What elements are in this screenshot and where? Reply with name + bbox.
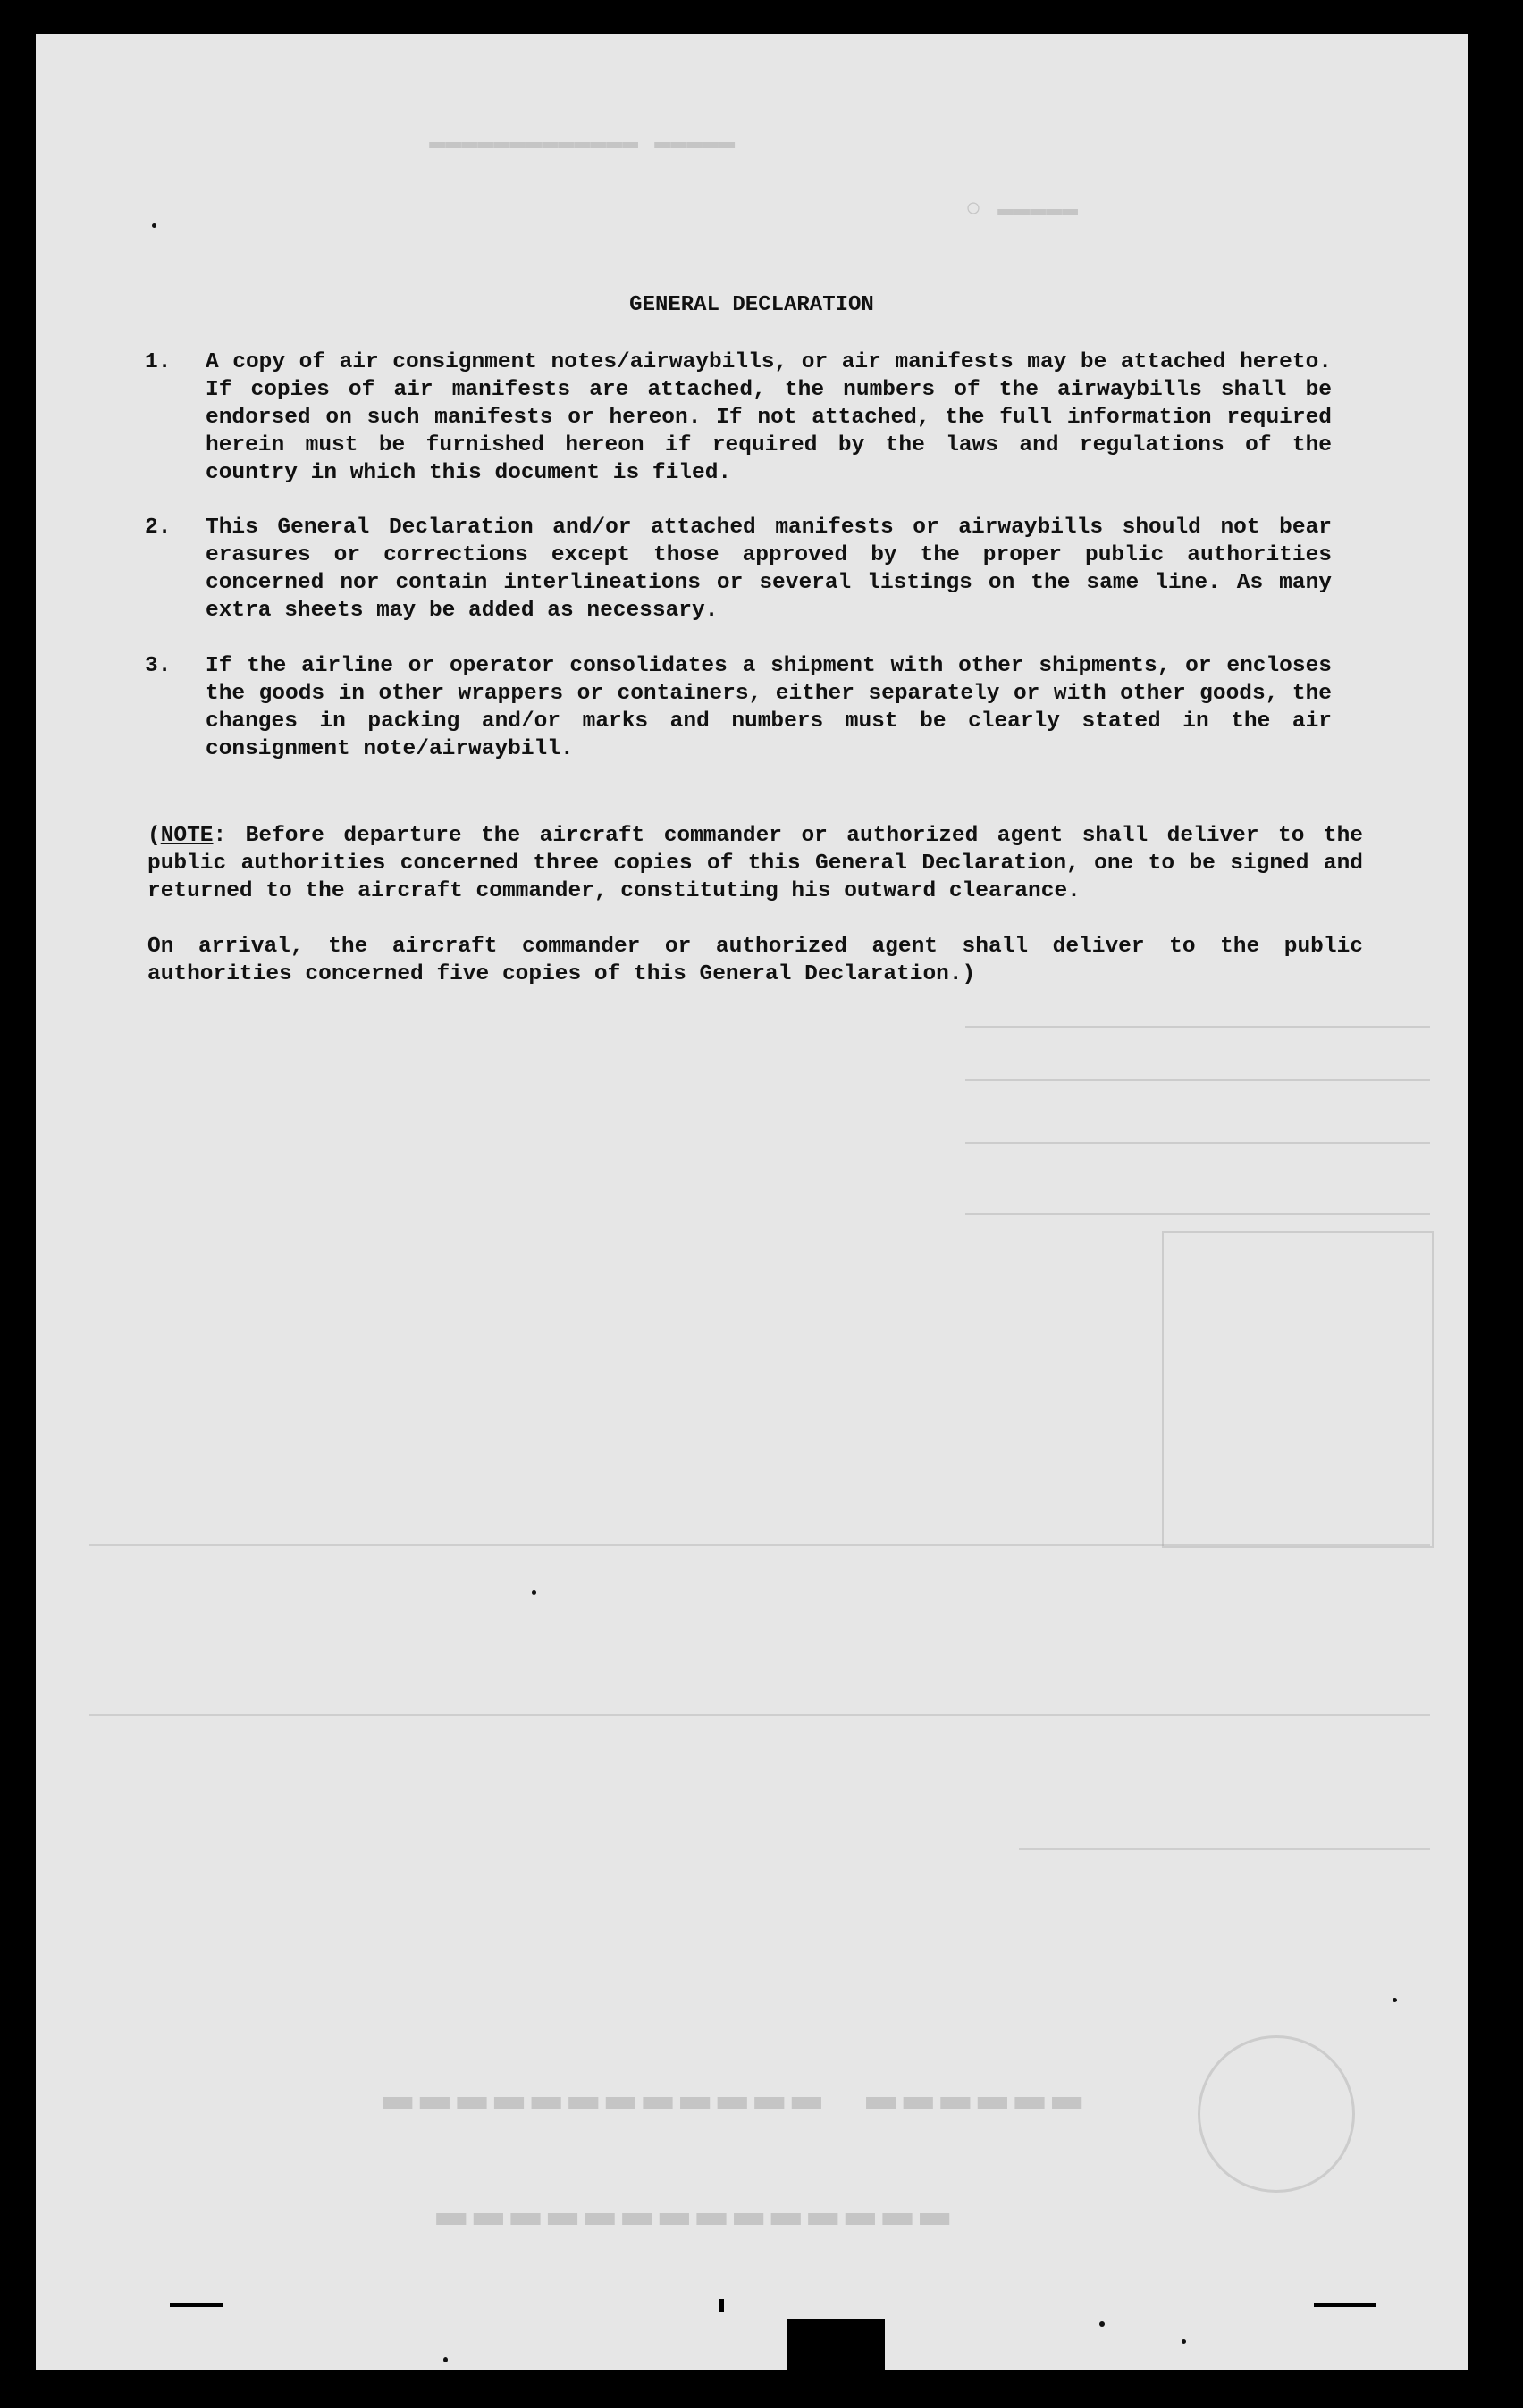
document-page (36, 34, 1468, 2370)
scan-notch (787, 2319, 885, 2408)
show-through-rule (89, 1714, 1430, 1716)
show-through-rule (965, 1026, 1430, 1028)
item-text: If the airline or operator consolidates a shipment with other shipments, or encloses the goods in other wrappers or containers, either separately or with other goods, the changes in packing and/or marks and numbers must be clearly stated in the air consignment note/airwaybill. (206, 654, 1332, 761)
ink-speck (1182, 2339, 1186, 2344)
note-text: : Before departure the aircraft commander or authorized agent shall deliver to the public authorities concerned three copies of this General Declaration, one to be signed and returned to the aircraft commander, constituting his outward clearance. (147, 824, 1363, 903)
note-label: NOTE (160, 824, 214, 848)
arrival-paragraph: On arrival, the aircraft commander or authorized agent shall deliver to the public authorities concerned five copies of this General Declaration.) (147, 935, 1363, 986)
edge-mark (170, 2303, 223, 2307)
item-number: 3. (145, 654, 172, 678)
show-through-rule (965, 1079, 1430, 1081)
ink-speck (443, 2357, 448, 2362)
show-through-line: ▬▬▬▬▬ ○ (965, 195, 1079, 225)
note-open: ( (147, 824, 161, 848)
show-through-rule (1019, 1848, 1430, 1850)
show-through-box (1162, 1231, 1434, 1548)
note-paragraph (147, 822, 1363, 905)
ink-speck (1393, 1998, 1397, 2002)
item-text: This General Declaration and/or attached manifests or airwaybills should not bear erasures or corrections except those approved by the proper public authorities concerned nor contain interlineations or several listings on the same line. As many extra sheets may be added as necessary. (206, 516, 1332, 623)
item-number: 2. (145, 516, 172, 540)
edge-mark (1314, 2303, 1376, 2307)
edge-mark (719, 2299, 724, 2312)
show-through-stamp (1198, 2035, 1355, 2193)
document-title: GENERAL DECLARATION (629, 293, 874, 317)
item-number: 1. (145, 350, 172, 374)
show-through-rule (965, 1142, 1430, 1144)
item-text: A copy of air consignment notes/airwaybills, or air manifests may be attached hereto. If copies of air manifests are attached, the numbers of the airwaybills shall be endorsed on such manifests or hereon. If not attached, the full information required herein must be furnished hereon if required by the laws and regulations of the country in which this document is filed. (206, 350, 1332, 485)
ink-speck (152, 223, 156, 228)
show-through-header: ▬▬▬▬▬ ▬▬▬▬▬▬▬▬▬▬▬▬▬ (429, 132, 736, 163)
show-through-heading: ▬▬▬▬▬▬ ▬▬▬▬▬▬▬▬▬▬▬▬ (375, 2080, 1082, 2137)
show-through-rule (965, 1213, 1430, 1215)
show-through-rule (89, 1544, 1430, 1546)
ink-speck (532, 1590, 536, 1595)
show-through-heading: ▬▬▬▬▬▬▬▬▬▬▬▬▬▬ (429, 2196, 950, 2253)
ink-speck (1099, 2321, 1105, 2327)
